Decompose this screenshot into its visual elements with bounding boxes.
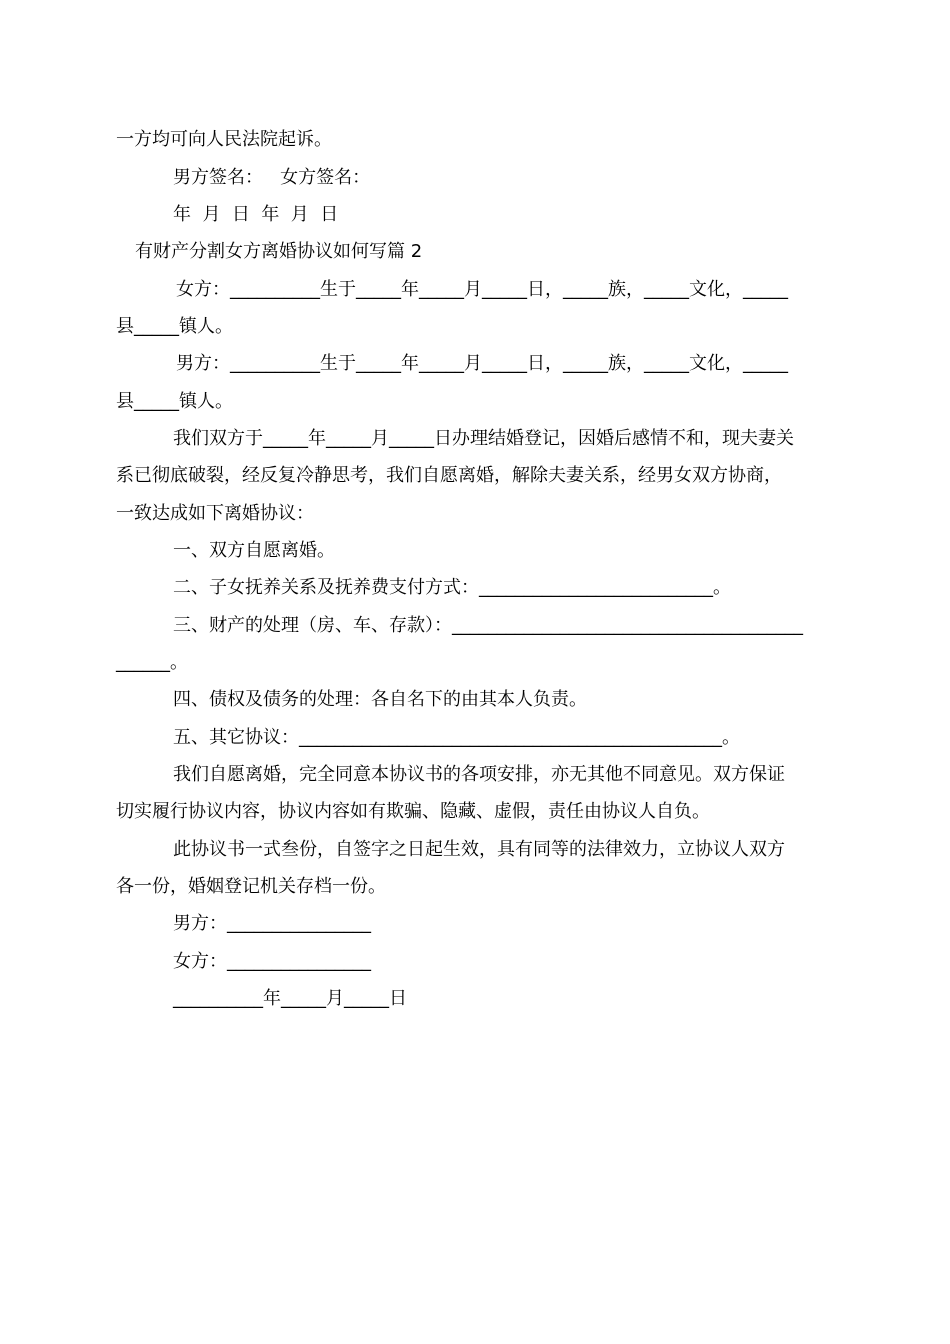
clause-5: 五、其它协议：_______________________________________________。: [173, 727, 740, 748]
clause-1: 一、双方自愿离婚。: [173, 540, 335, 561]
paragraph-line: 我们双方于_____年_____月_____日办理结婚登记，因婚后感情不和，现夫妻关: [173, 428, 794, 449]
clause-3: 三、财产的处理（房、车、存款）：_______________________________________: [173, 615, 803, 636]
text-line: 一方均可向人民法院起诉。: [116, 129, 332, 150]
male-party-line: 男方：__________生于_____年_____月_____日，_____族，_____文化，_____: [176, 353, 788, 374]
paragraph-line: 我们自愿离婚，完全同意本协议书的各项安排，亦无其他不同意见。双方保证: [173, 764, 785, 785]
female-signature-line: 女方：________________: [173, 951, 371, 972]
signature-dates: 年 月 日 年 月 日: [173, 204, 339, 225]
paragraph-line: 各一份，婚姻登记机关存档一份。: [116, 876, 386, 897]
clause-2: 二、子女抚养关系及抚养费支付方式：__________________________。: [173, 577, 731, 598]
female-party-line: 女方：__________生于_____年_____月_____日，_____族，_____文化，_____: [176, 279, 788, 300]
male-signature-line: 男方：________________: [173, 913, 371, 934]
date-line: __________年_____月_____日: [173, 988, 407, 1009]
section-heading: 有财产分割女方离婚协议如何写篇 2: [135, 241, 423, 262]
female-party-line-cont: 县_____镇人。: [116, 316, 233, 337]
paragraph-line: 系已彻底破裂，经反复冷静思考，我们自愿离婚，解除夫妻关系，经男女双方协商，: [116, 465, 782, 486]
clause-3-cont: ______。: [116, 652, 188, 673]
signature-labels: 男方签名： 女方签名：: [173, 167, 371, 188]
paragraph-line: 一致达成如下离婚协议：: [116, 503, 314, 524]
paragraph-line: 此协议书一式叁份，自签字之日起生效，具有同等的法律效力，立协议人双方: [173, 839, 785, 860]
male-party-line-cont: 县_____镇人。: [116, 391, 233, 412]
clause-4: 四、债权及债务的处理：各自名下的由其本人负责。: [173, 689, 587, 710]
paragraph-line: 切实履行协议内容，协议内容如有欺骗、隐藏、虚假，责任由协议人自负。: [116, 801, 710, 822]
